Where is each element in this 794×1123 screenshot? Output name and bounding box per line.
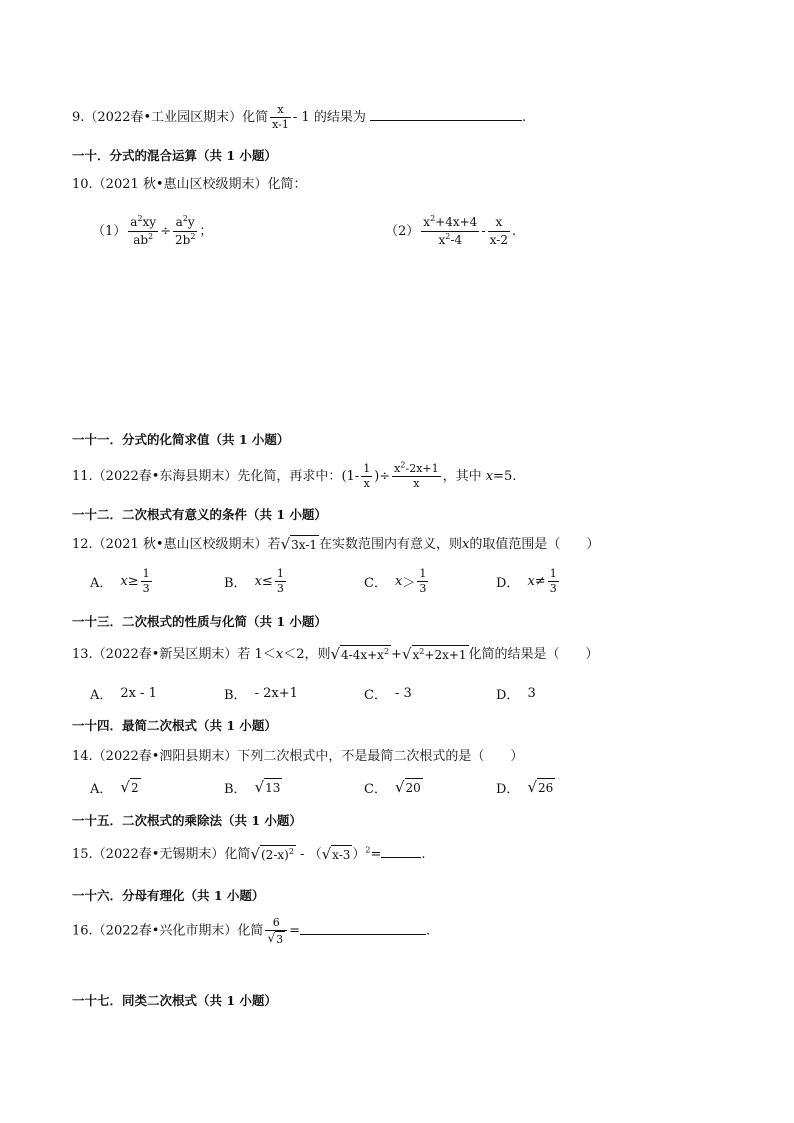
question-16: 16.（2022春•兴化市期末）化简 6 √ 3 = . (72, 916, 431, 946)
q10-fraction: $\frac{x^2+4x+4}{x^2-4}$ (423, 214, 478, 247)
q15-sqrt: √ x-3 (321, 845, 351, 863)
option-a[interactable]: A． x ≥ $\frac{1}{3}$ (90, 567, 150, 595)
answer-blank[interactable] (300, 934, 426, 935)
q9-prefix: 9.（2022春•工业园区期末）化简 (72, 110, 269, 125)
question-15: 15.（2022春•无锡期末）化简 √ $(2-x)^2$ - （ √ x-3 ）$^2$= . (72, 845, 426, 863)
question-14: 14.（2022春•泗阳县期末）下列二次根式中，不是最简二次根式的是（ ） (72, 749, 524, 764)
section-heading-10: 一十．分式的混合运算（共 1 小题） (72, 148, 277, 163)
q10-fraction: $\frac{x}{x-2}$ (489, 215, 508, 247)
option-b[interactable]: B． - 2x+1 (224, 686, 298, 703)
question-10-part-2: （2） $\frac{x^2+4x+4}{x^2-4}$ - $\frac{x}{x-2}$ . (385, 214, 517, 247)
section-heading-11: 一十一．分式的化简求值（共 1 小题） (72, 432, 290, 447)
q10-fraction: $\frac{a^2xy}{ab^2}$ (130, 214, 157, 247)
q14-options (90, 778, 690, 800)
option-d[interactable]: D． x ≠ $\frac{1}{3}$ (496, 567, 557, 595)
option-c[interactable]: C． - 3 (364, 686, 412, 703)
q16-fraction: 6 √ 3 (265, 916, 287, 946)
option-d[interactable]: D． 3 (496, 686, 536, 703)
option-a[interactable]: A． 2x - 1 (90, 686, 157, 703)
question-13: 13.（2022春•新吴区期末）若 1＜x＜2，则 √ $4-4x+x^2$ + √ $x^2+2x+1$ 化简的结果是（ ） (72, 645, 599, 663)
option-b[interactable]: B． x ≤ $\frac{1}{3}$ (224, 567, 284, 595)
answer-blank[interactable] (370, 120, 522, 121)
option-a[interactable]: A． √ 2 (90, 778, 139, 797)
section-heading-12: 一十二．二次根式有意义的条件（共 1 小题） (72, 507, 327, 522)
q12-sqrt: √ 3x-1 (280, 535, 318, 553)
section-heading-13: 一十三．二次根式的性质与化简（共 1 小题） (72, 614, 327, 629)
section-heading-17: 一十七．同类二次根式（共 1 小题） (72, 993, 277, 1008)
section-heading-16: 一十六．分母有理化（共 1 小题） (72, 888, 265, 903)
question-9: 9.（2022春•工业园区期末）化简 $\frac{x}{x-1}$ - 1 的结果为 . (72, 103, 527, 131)
q12-options (90, 567, 690, 601)
q9-mid: - 1 的结果为 (292, 110, 366, 125)
q9-fraction: $\frac{x}{x-1}$ (272, 103, 289, 131)
question-12: 12.（2021 秋•惠山区校级期末）若 √ 3x-1 在实数范围内有意义，则x的取值范围是（ ） (72, 535, 600, 553)
question-10-part-1: （1） $\frac{a^2xy}{ab^2}$ ÷ $\frac{a^2y}{2b^2}$ ； (92, 214, 213, 247)
q13-sqrt: √ $x^2+2x+1$ (401, 645, 467, 663)
answer-blank[interactable] (381, 857, 421, 858)
option-c[interactable]: C． x ＞ $\frac{1}{3}$ (364, 567, 427, 595)
option-d[interactable]: D． √ 26 (496, 778, 554, 797)
question-10: 10.（2021 秋•惠山区校级期末）化简： (72, 177, 307, 192)
section-heading-15: 一十五．二次根式的乘除法（共 1 小题） (72, 813, 302, 828)
question-11: 11.（2022春•东海县期末）先化简，再求中：(1- $\frac{1}{x}$ )÷ $\frac{x^2-2x+1}{x}$ ，其中 x=5. (72, 460, 517, 490)
q10-fraction: $\frac{a^2y}{2b^2}$ (174, 214, 196, 247)
option-b[interactable]: B． √ 13 (224, 778, 281, 797)
q11-fraction: $\frac{x^2-2x+1}{x}$ (394, 460, 439, 490)
q13-options (90, 684, 690, 704)
option-c[interactable]: C． √ 20 (364, 778, 421, 797)
section-heading-14: 一十四．最简二次根式（共 1 小题） (72, 718, 277, 733)
q15-sqrt: √ $(2-x)^2$ (250, 845, 294, 863)
q11-fraction: $\frac{1}{x}$ (363, 462, 371, 490)
q13-sqrt: √ $4-4x+x^2$ (330, 645, 390, 663)
